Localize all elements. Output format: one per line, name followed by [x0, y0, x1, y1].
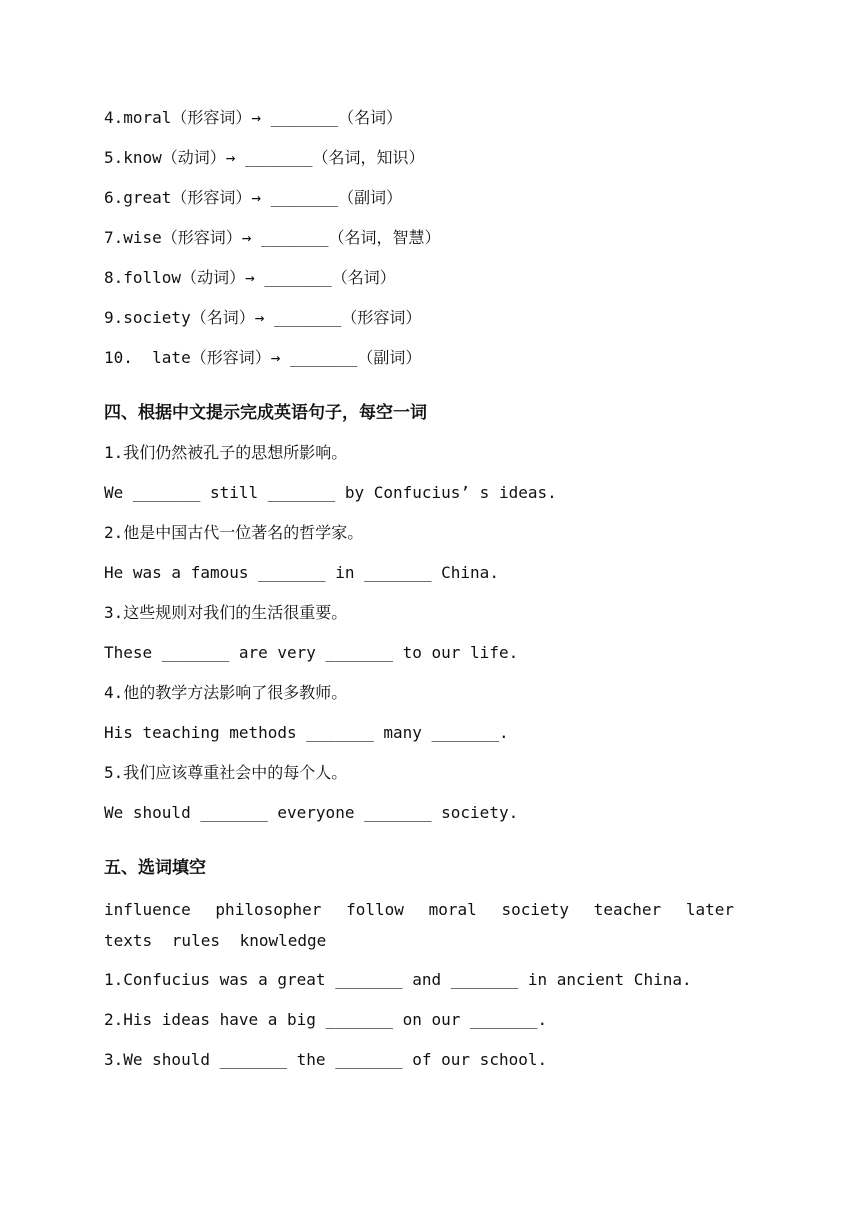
- chinese-prompt: 5.我们应该尊重社会中的每个人。: [104, 763, 348, 782]
- section-heading: 四、根据中文提示完成英语句子，每空一词: [104, 403, 427, 423]
- english-sentence: He was a famous _______ in _______ China.: [104, 563, 499, 582]
- section-heading: 五、选词填空: [104, 858, 206, 878]
- exercise-item: 4.moral（形容词）→ _______（名词）: [104, 108, 403, 127]
- english-sentence: His teaching methods _______ many _______.: [104, 723, 509, 742]
- exercise-item: 6.great（形容词）→ _______（副词）: [104, 188, 403, 207]
- fill-in-sentence: 3.We should _______ the _______ of our school.: [104, 1050, 548, 1069]
- exercise-item: 10. late（形容词）→ _______（副词）: [104, 348, 422, 367]
- exercise-item: 8.follow（动词）→ _______（名词）: [104, 268, 396, 287]
- english-sentence: We _______ still _______ by Confucius’ s ideas.: [104, 483, 557, 502]
- chinese-prompt: 1.我们仍然被孔子的思想所影响。: [104, 443, 348, 462]
- exercise-item: 9.society（名词）→ _______（形容词）: [104, 308, 422, 327]
- exercise-item: 7.wise（形容词）→ _______（名词，智慧）: [104, 228, 441, 247]
- english-sentence: We should _______ everyone _______ society.: [104, 803, 519, 822]
- exercise-item: 5.know（动词）→ _______（名词，知识）: [104, 148, 425, 167]
- fill-in-sentence: 2.His ideas have a big _______ on our _______.: [104, 1010, 548, 1029]
- chinese-prompt: 2.他是中国古代一位著名的哲学家。: [104, 523, 364, 542]
- word-bank: influence philosopher follow moral society teacher later texts rules knowledge: [104, 900, 734, 950]
- chinese-prompt: 3.这些规则对我们的生活很重要。: [104, 603, 348, 622]
- chinese-prompt: 4.他的教学方法影响了很多教师。: [104, 683, 348, 702]
- fill-in-sentence: 1.Confucius was a great _______ and _______ in ancient China.: [104, 970, 692, 989]
- english-sentence: These _______ are very _______ to our life.: [104, 643, 519, 662]
